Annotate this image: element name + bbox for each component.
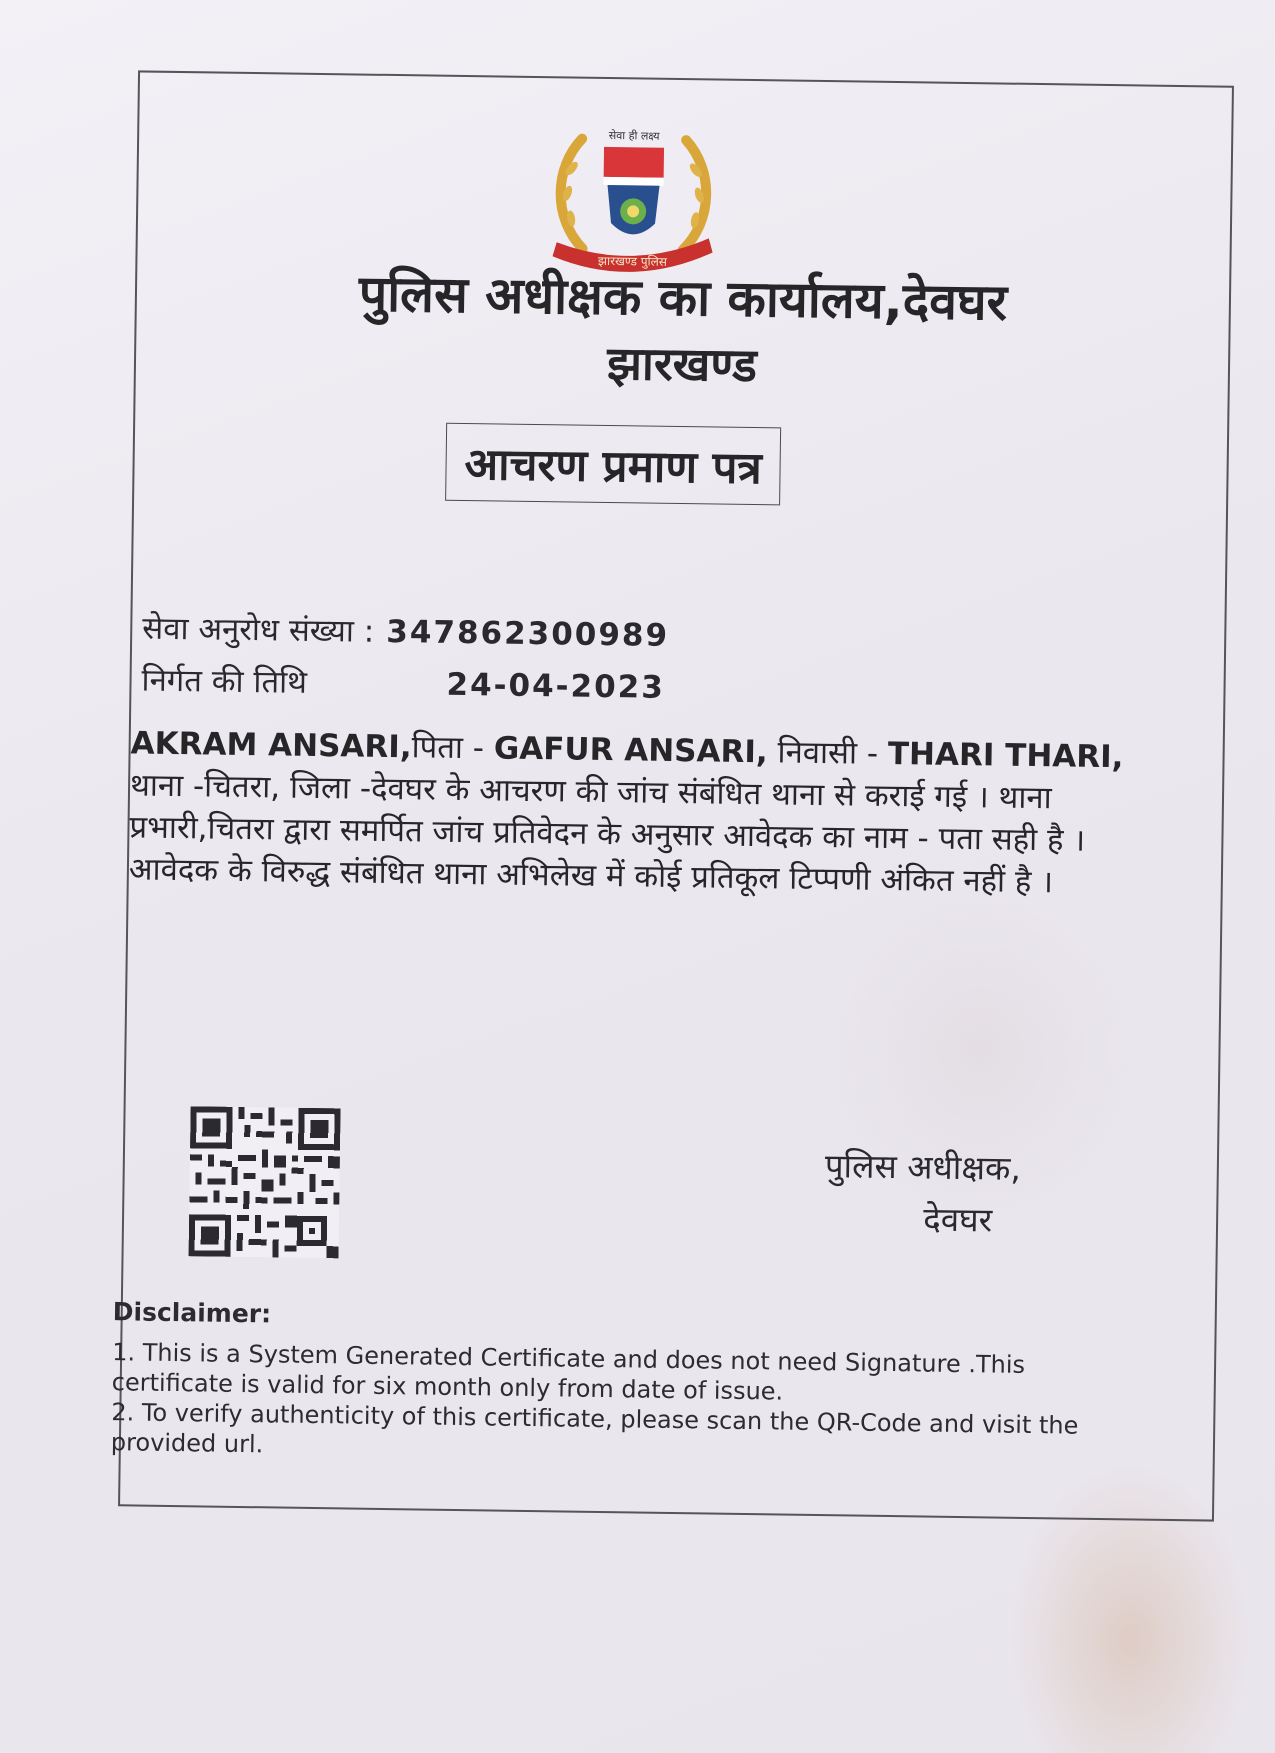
signatory-block — [824, 1140, 1021, 1247]
father-name: GAFUR ANSARI, — [493, 730, 768, 771]
certificate-body — [129, 722, 1161, 904]
signatory-place: देवघर — [922, 1199, 993, 1240]
village-name: THARI THARI, — [887, 735, 1124, 776]
issue-date-value: 24-04-2023 — [446, 666, 666, 706]
disclaimer-block — [111, 1297, 1153, 1472]
issue-date-row — [141, 655, 669, 714]
office-title: पुलिस अधीक्षक का कार्यालय,देवघर — [358, 264, 1008, 332]
disclaimer-line-1: 1. This is a System Generated Certificate and does not need Signature .This certificate is valid for six month only from date of issue. — [111, 1338, 1026, 1406]
resident-label: निवासी - — [767, 734, 889, 772]
disclaimer-heading: Disclaimer: — [112, 1297, 272, 1329]
applicant-name: AKRAM ANSARI, — [130, 725, 412, 766]
logo-motto: सेवा ही लक्ष्य — [608, 128, 660, 143]
certificate-meta — [141, 603, 669, 714]
certificate-border — [110, 70, 1234, 1521]
jharkhand-police-emblem — [542, 118, 724, 288]
request-number-label: सेवा अनुरोध संख्या : — [142, 610, 375, 650]
logo-ribbon-text: झारखण्ड पुलिस — [597, 253, 668, 269]
request-number-value: 347862300989 — [386, 613, 670, 654]
state-title: झारखण्ड — [606, 336, 758, 393]
issue-date-label: निर्गत की तिथि — [141, 662, 308, 701]
qr-code[interactable] — [189, 1106, 341, 1258]
request-number-row — [142, 603, 670, 662]
father-label: पिता - — [411, 729, 495, 767]
signatory-designation: पुलिस अधीक्षक, — [824, 1146, 1022, 1188]
body-text: थाना -चितरा, जिला -देवघर के आचरण की जांच संबंधित थाना से कराई गई । थाना प्रभारी,चितरा द्वारा समर्पित जांच प्रतिवेदन के अनुसार आवेदक का नाम - पता सही है । आवेदक के विरुद्ध संबंधित थाना अभिलेख में कोई प्रतिकूल टिप्पणी अंकित नहीं है । — [128, 767, 1086, 901]
disclaimer-line-2: 2. To verify authenticity of this certificate, please scan the QR-Code and visit the provided url. — [110, 1398, 1079, 1459]
certificate-title: आचरण प्रमाण पत्र — [445, 423, 781, 506]
